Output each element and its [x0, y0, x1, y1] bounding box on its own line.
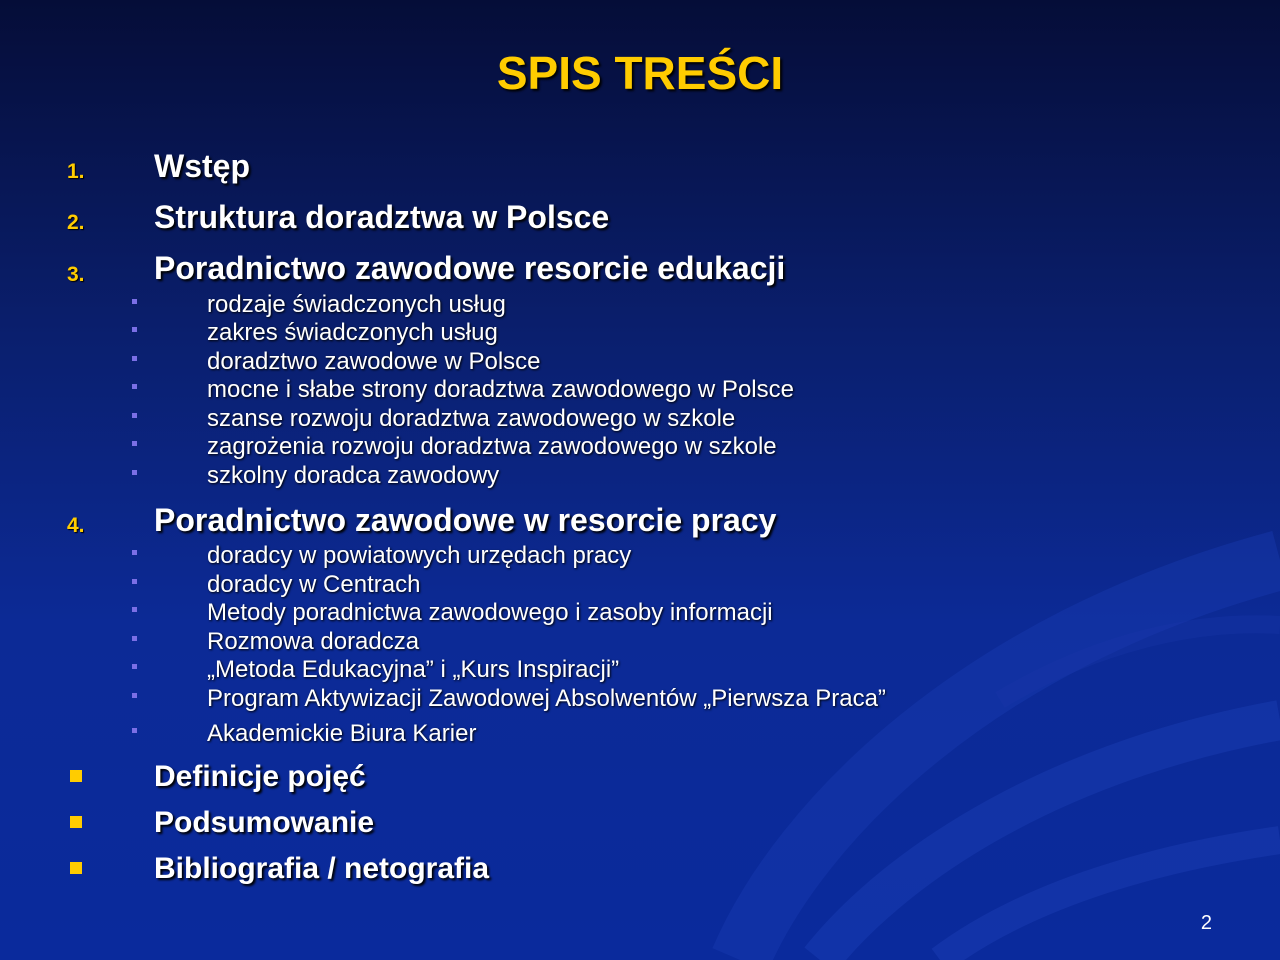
section-number: 4. [67, 514, 85, 537]
bullet-icon [132, 470, 137, 475]
section-label: Definicje pojęć [154, 760, 366, 793]
list-item: Rozmowa doradcza [207, 628, 420, 655]
list-item: zagrożenia rozwoju doradztwa zawodowego w szkole [207, 433, 777, 460]
square-bullet-icon [70, 770, 82, 782]
list-item: szanse rozwoju doradztwa zawodowego w szkole [207, 405, 736, 432]
section-number: 3. [67, 263, 85, 286]
bullet-icon [132, 636, 137, 641]
bullet-icon [132, 579, 137, 584]
bullet-icon [132, 693, 137, 698]
bullet-icon [132, 356, 137, 361]
section-label: Poradnictwo zawodowe w resorcie pracy [154, 502, 777, 538]
list-item: mocne i słabe strony doradztwa zawodowego w Polsce [207, 376, 794, 403]
list-item: zakres świadczonych usług [207, 319, 498, 346]
section-label: Podsumowanie [154, 806, 375, 839]
list-item: Metody poradnictwa zawodowego i zasoby informacji [207, 599, 773, 626]
bullet-icon [132, 607, 137, 612]
bullet-icon [132, 664, 137, 669]
square-bullet-icon [70, 816, 82, 828]
list-item: rodzaje świadczonych usług [207, 291, 506, 318]
bullet-icon [132, 550, 137, 555]
list-item: Akademickie Biura Karier [207, 720, 477, 747]
list-item: doradcy w Centrach [207, 571, 421, 598]
bullet-icon [132, 299, 137, 304]
bullet-icon [132, 384, 137, 389]
page-number: 2 [1200, 912, 1212, 934]
list-item: Program Aktywizacji Zawodowej Absolwentów „Pierwsza Praca” [207, 685, 886, 712]
section-number: 2. [67, 211, 85, 234]
list-item: doradcy w powiatowych urzędach pracy [207, 542, 632, 569]
bullet-icon [132, 728, 137, 733]
section-number: 1. [67, 160, 85, 183]
list-item: „Metoda Edukacyjna” i „Kurs Inspiracji” [207, 656, 620, 683]
list-item: szkolny doradca zawodowy [207, 462, 500, 489]
list-item: doradztwo zawodowe w Polsce [207, 348, 541, 375]
square-bullet-icon [70, 862, 82, 874]
bullet-icon [132, 327, 137, 332]
bullet-icon [132, 441, 137, 446]
bullet-icon [132, 413, 137, 418]
slide-title: SPIS TREŚCI [496, 47, 784, 99]
section-label: Bibliografia / netografia [154, 852, 490, 885]
section-label: Struktura doradztwa w Polsce [154, 199, 610, 235]
section-label: Poradnictwo zawodowe resorcie edukacji [154, 250, 786, 286]
section-label: Wstęp [154, 148, 250, 184]
